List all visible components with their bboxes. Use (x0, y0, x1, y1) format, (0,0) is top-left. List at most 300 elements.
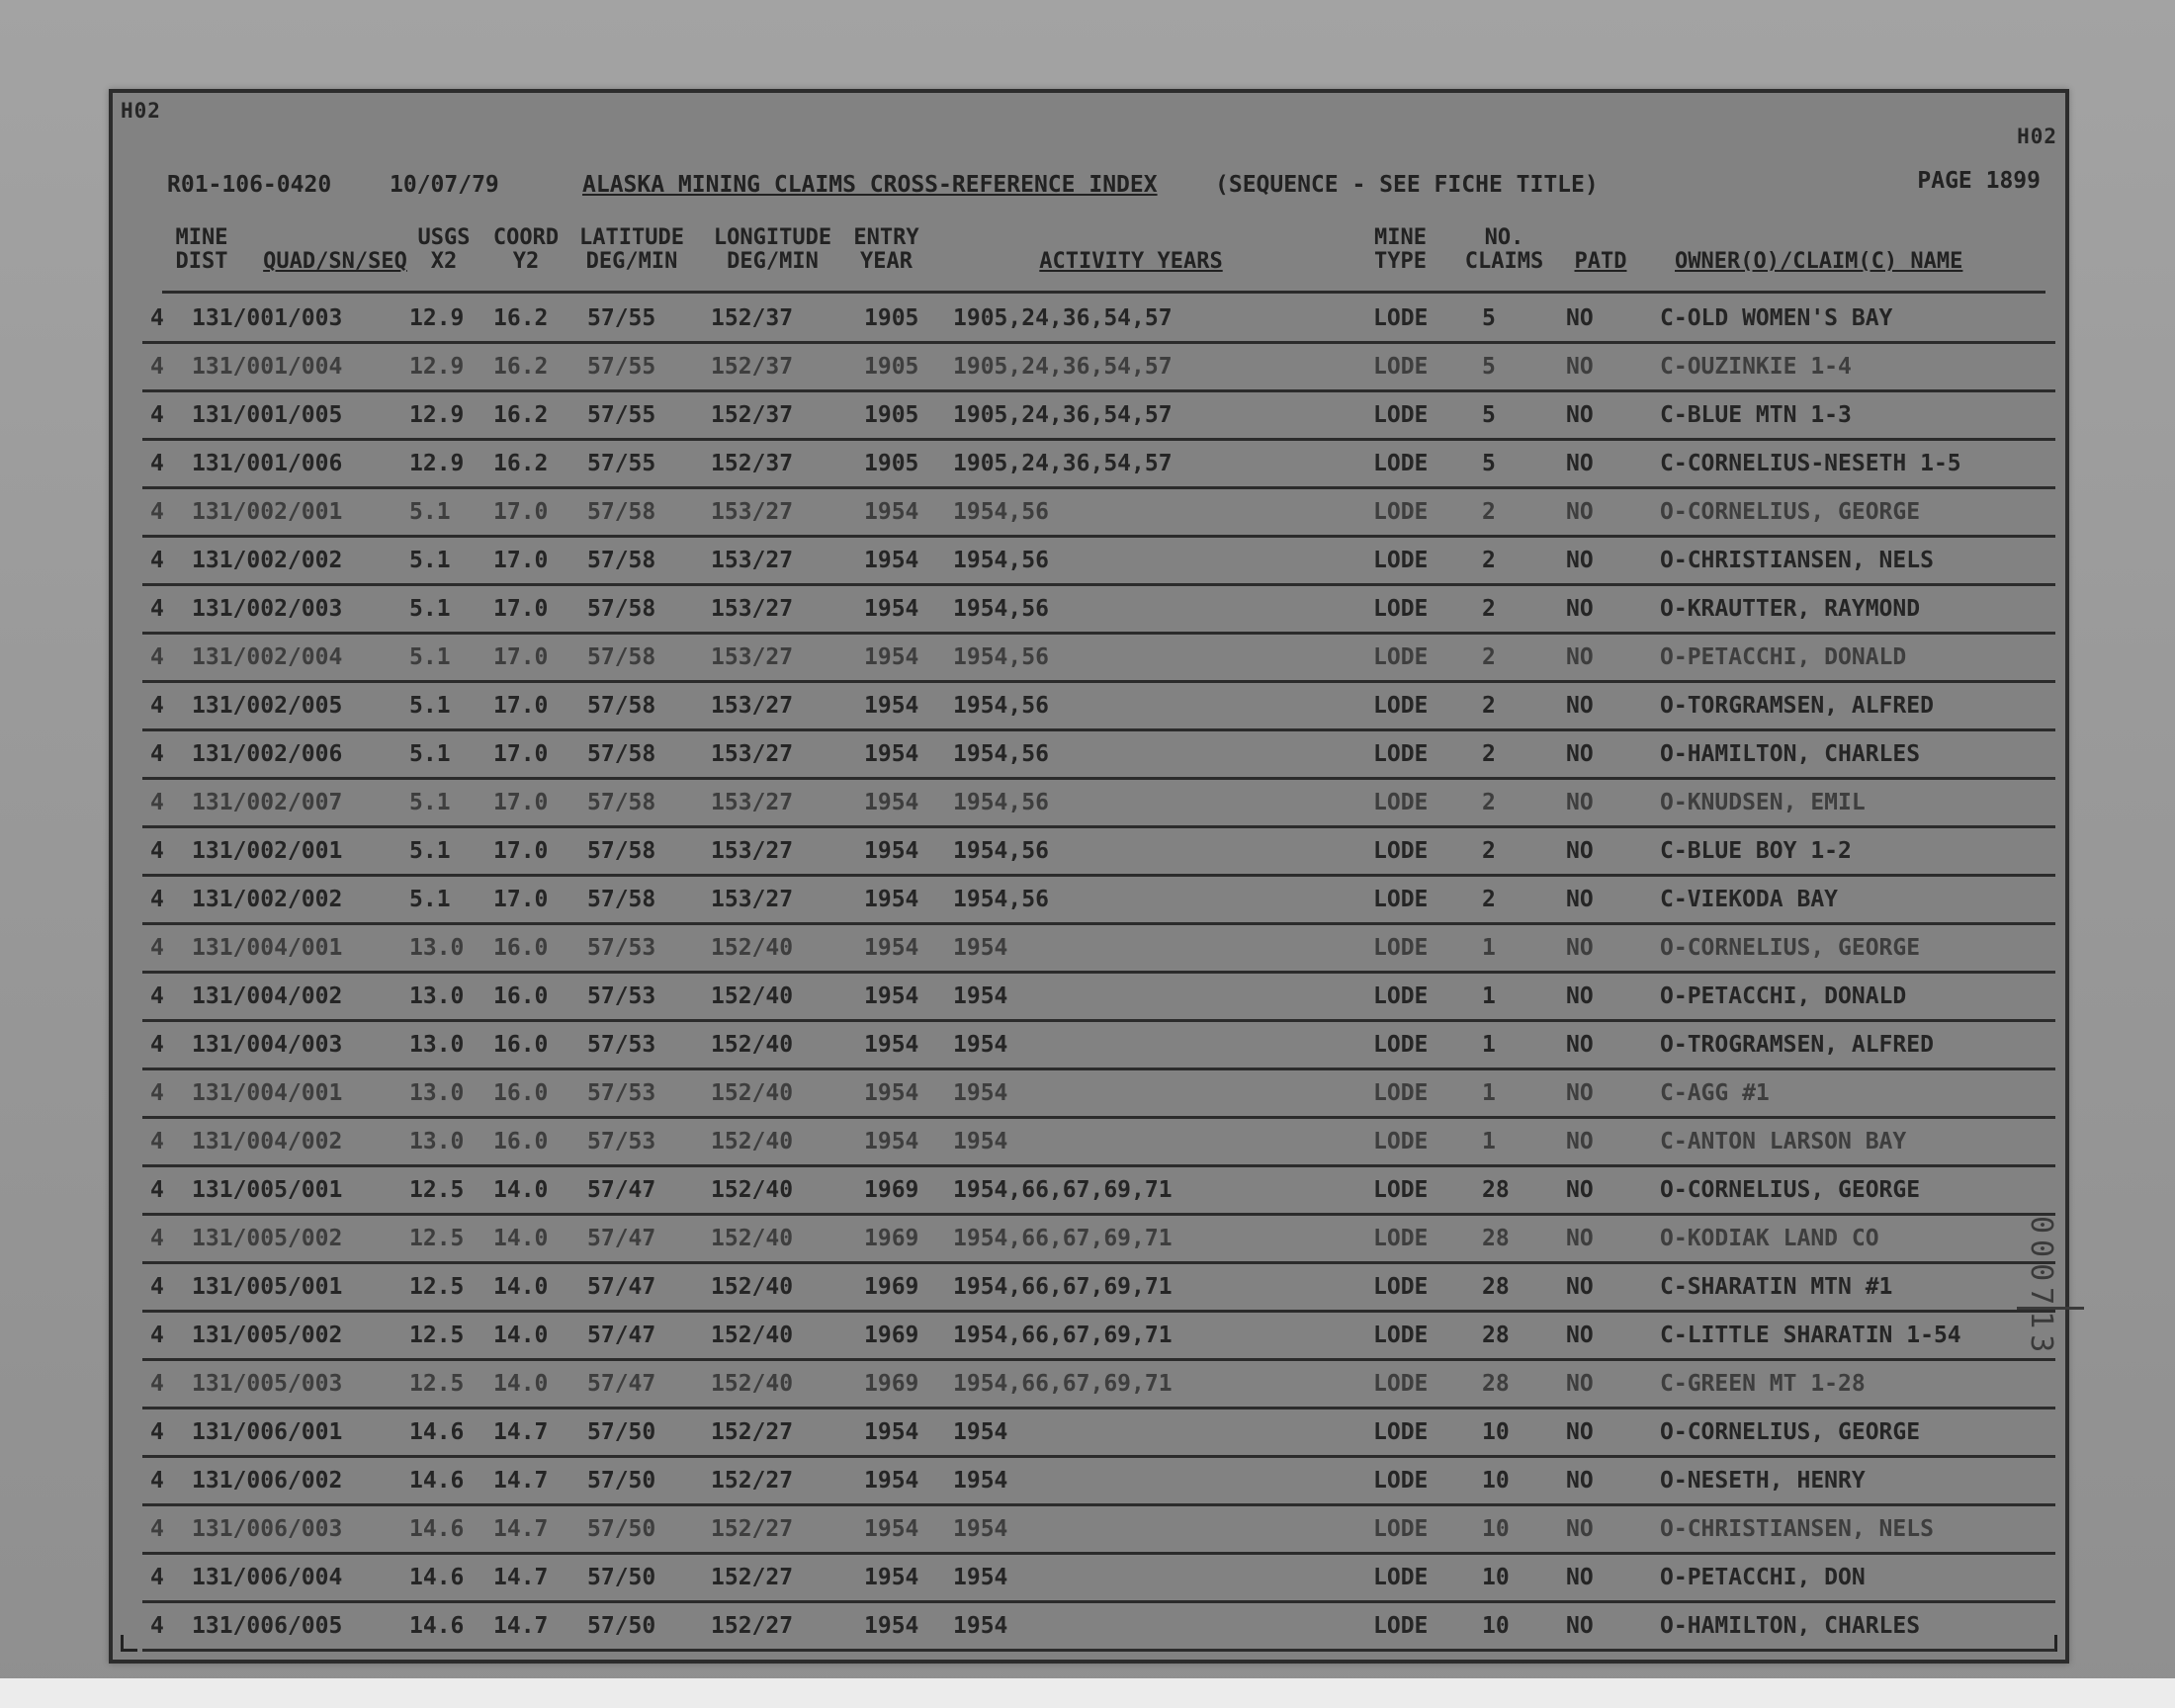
cell-longitude: 153/27 (711, 887, 794, 912)
cell-y2: 16.2 (493, 451, 549, 476)
cell-longitude: 152/40 (711, 1371, 794, 1397)
table-row (113, 344, 2065, 392)
table-row (113, 392, 2065, 441)
cell-patd: NO (1566, 548, 1594, 573)
cell-longitude: 152/40 (711, 1177, 794, 1203)
cell-entry-year: 1905 (864, 305, 919, 331)
cell-x2: 5.1 (409, 790, 451, 815)
cell-latitude: 57/50 (587, 1565, 656, 1590)
cell-quad: 131/005/001 (192, 1177, 343, 1203)
cell-patd: NO (1566, 1323, 1594, 1348)
cell-no-claims: 5 (1482, 402, 1496, 428)
cell-x2: 14.6 (409, 1516, 465, 1542)
cell-x2: 13.0 (409, 1080, 465, 1106)
cell-latitude: 57/58 (587, 548, 656, 573)
table-row (113, 731, 2065, 780)
cell-no-claims: 1 (1482, 1032, 1496, 1058)
cell-y2: 14.0 (493, 1226, 549, 1251)
cell-y2: 14.0 (493, 1323, 549, 1348)
cell-patd: NO (1566, 1468, 1594, 1494)
cell-patd: NO (1566, 1371, 1594, 1397)
side-stamp: 000713 (2024, 1216, 2058, 1359)
cell-x2: 5.1 (409, 838, 451, 864)
cell-latitude: 57/53 (587, 1080, 656, 1106)
cell-y2: 17.0 (493, 548, 549, 573)
cell-x2: 12.5 (409, 1274, 465, 1300)
cell-mine-type: LODE (1373, 693, 1429, 719)
cell-activity-years: 1954,66,67,69,71 (953, 1371, 1173, 1397)
col-latitude: LATITUDE DEG/MIN (579, 225, 684, 274)
cell-x2: 5.1 (409, 741, 451, 767)
cell-patd: NO (1566, 741, 1594, 767)
cell-latitude: 57/58 (587, 644, 656, 670)
cell-x2: 14.6 (409, 1419, 465, 1445)
cell-activity-years: 1954 (953, 1419, 1008, 1445)
cell-latitude: 57/58 (587, 596, 656, 622)
cell-patd: NO (1566, 1177, 1594, 1203)
cell-dist: 4 (150, 402, 164, 428)
cell-patd: NO (1566, 1516, 1594, 1542)
cell-mine-type: LODE (1373, 1129, 1429, 1154)
cell-no-claims: 10 (1482, 1419, 1510, 1445)
col-no-claims: NO. CLAIMS (1464, 225, 1544, 274)
table-row (113, 296, 2065, 344)
cell-activity-years: 1954,56 (953, 596, 1049, 622)
col-entry-year: ENTRY YEAR (853, 225, 919, 274)
cell-owner-claim: O-HAMILTON, CHARLES (1660, 741, 1921, 767)
cell-mine-type: LODE (1373, 1177, 1429, 1203)
cell-no-claims: 2 (1482, 741, 1496, 767)
cell-x2: 14.6 (409, 1613, 465, 1639)
fiche-sheet (109, 89, 2069, 1664)
cell-activity-years: 1954 (953, 1080, 1008, 1106)
cell-longitude: 152/40 (711, 935, 794, 961)
table-row (113, 828, 2065, 877)
cell-patd: NO (1566, 402, 1594, 428)
cell-quad: 131/002/003 (192, 596, 343, 622)
cell-entry-year: 1954 (864, 1613, 919, 1639)
table-row (113, 925, 2065, 974)
col-dist: MINE DIST (175, 225, 228, 274)
cell-entry-year: 1954 (864, 1565, 919, 1590)
cell-y2: 17.0 (493, 887, 549, 912)
cell-y2: 14.7 (493, 1613, 549, 1639)
cell-activity-years: 1954,66,67,69,71 (953, 1323, 1173, 1348)
cell-mine-type: LODE (1373, 305, 1429, 331)
cell-no-claims: 28 (1482, 1274, 1510, 1300)
cell-longitude: 153/27 (711, 741, 794, 767)
cell-owner-claim: C-GREEN MT 1-28 (1660, 1371, 1866, 1397)
cell-x2: 13.0 (409, 1129, 465, 1154)
cell-entry-year: 1969 (864, 1371, 919, 1397)
cell-x2: 12.5 (409, 1177, 465, 1203)
cell-y2: 14.0 (493, 1371, 549, 1397)
corner-label-right: H02 (2017, 125, 2057, 148)
table-row (113, 1022, 2065, 1070)
cell-quad: 131/001/003 (192, 305, 343, 331)
cell-no-claims: 1 (1482, 1080, 1496, 1106)
cell-entry-year: 1954 (864, 1419, 919, 1445)
cell-patd: NO (1566, 1080, 1594, 1106)
cell-activity-years: 1954 (953, 1129, 1008, 1154)
cell-no-claims: 28 (1482, 1323, 1510, 1348)
cell-y2: 14.7 (493, 1516, 549, 1542)
scan-bottom-margin (0, 1678, 2175, 1708)
cell-entry-year: 1954 (864, 499, 919, 525)
cell-quad: 131/002/006 (192, 741, 343, 767)
cell-entry-year: 1954 (864, 1080, 919, 1106)
cell-mine-type: LODE (1373, 983, 1429, 1009)
cell-patd: NO (1566, 1419, 1594, 1445)
cell-y2: 17.0 (493, 741, 549, 767)
cell-latitude: 57/58 (587, 838, 656, 864)
cell-quad: 131/002/002 (192, 887, 343, 912)
cell-no-claims: 5 (1482, 354, 1496, 380)
cell-latitude: 57/50 (587, 1516, 656, 1542)
cell-activity-years: 1954,66,67,69,71 (953, 1177, 1173, 1203)
cell-mine-type: LODE (1373, 887, 1429, 912)
cell-longitude: 153/27 (711, 790, 794, 815)
header-rule (162, 291, 2045, 294)
cell-mine-type: LODE (1373, 1516, 1429, 1542)
cell-latitude: 57/55 (587, 354, 656, 380)
cell-y2: 17.0 (493, 499, 549, 525)
cell-dist: 4 (150, 354, 164, 380)
cell-y2: 17.0 (493, 596, 549, 622)
table-row (113, 683, 2065, 731)
cell-owner-claim: O-TORGRAMSEN, ALFRED (1660, 693, 1934, 719)
cell-no-claims: 28 (1482, 1371, 1510, 1397)
cell-x2: 12.5 (409, 1226, 465, 1251)
cell-activity-years: 1954 (953, 1516, 1008, 1542)
cell-y2: 17.0 (493, 693, 549, 719)
cell-x2: 5.1 (409, 644, 451, 670)
cell-no-claims: 2 (1482, 887, 1496, 912)
cell-dist: 4 (150, 305, 164, 331)
cell-dist: 4 (150, 1323, 164, 1348)
cell-longitude: 153/27 (711, 548, 794, 573)
cell-quad: 131/006/002 (192, 1468, 343, 1494)
cell-owner-claim: O-CORNELIUS, GEORGE (1660, 1419, 1921, 1445)
cell-quad: 131/006/003 (192, 1516, 343, 1542)
cell-owner-claim: O-HAMILTON, CHARLES (1660, 1613, 1921, 1639)
cell-quad: 131/004/002 (192, 983, 343, 1009)
cell-mine-type: LODE (1373, 1323, 1429, 1348)
cell-no-claims: 2 (1482, 548, 1496, 573)
cell-mine-type: LODE (1373, 402, 1429, 428)
cell-longitude: 152/27 (711, 1468, 794, 1494)
cell-dist: 4 (150, 693, 164, 719)
cell-mine-type: LODE (1373, 1371, 1429, 1397)
col-mine-type: MINE TYPE (1374, 225, 1427, 274)
cell-quad: 131/004/002 (192, 1129, 343, 1154)
cell-patd: NO (1566, 499, 1594, 525)
table-row (113, 780, 2065, 828)
report-title: ALASKA MINING CLAIMS CROSS-REFERENCE INDEX (582, 172, 1158, 198)
cell-longitude: 152/40 (711, 1274, 794, 1300)
cell-latitude: 57/58 (587, 499, 656, 525)
cell-latitude: 57/53 (587, 1129, 656, 1154)
cell-patd: NO (1566, 1032, 1594, 1058)
cell-y2: 16.2 (493, 354, 549, 380)
cell-patd: NO (1566, 935, 1594, 961)
cell-y2: 16.0 (493, 1129, 549, 1154)
cell-latitude: 57/58 (587, 790, 656, 815)
cell-owner-claim: O-NESETH, HENRY (1660, 1468, 1866, 1494)
cell-owner-claim: O-KRAUTTER, RAYMOND (1660, 596, 1921, 622)
table-row (113, 1070, 2065, 1119)
cell-x2: 12.9 (409, 354, 465, 380)
cell-entry-year: 1954 (864, 548, 919, 573)
cell-x2: 13.0 (409, 983, 465, 1009)
cell-y2: 16.0 (493, 935, 549, 961)
cell-quad: 131/001/005 (192, 402, 343, 428)
cell-x2: 5.1 (409, 887, 451, 912)
cell-latitude: 57/47 (587, 1274, 656, 1300)
cell-y2: 16.2 (493, 402, 549, 428)
cell-dist: 4 (150, 741, 164, 767)
cell-quad: 131/002/007 (192, 790, 343, 815)
cell-y2: 16.2 (493, 305, 549, 331)
cell-x2: 13.0 (409, 935, 465, 961)
cell-quad: 131/006/005 (192, 1613, 343, 1639)
cell-quad: 131/002/001 (192, 499, 343, 525)
cell-x2: 14.6 (409, 1468, 465, 1494)
cell-patd: NO (1566, 644, 1594, 670)
cell-longitude: 152/40 (711, 1032, 794, 1058)
cell-owner-claim: C-OUZINKIE 1-4 (1660, 354, 1852, 380)
cell-quad: 131/005/002 (192, 1226, 343, 1251)
cell-no-claims: 2 (1482, 644, 1496, 670)
cell-longitude: 153/27 (711, 838, 794, 864)
cell-x2: 14.6 (409, 1565, 465, 1590)
column-headers (113, 226, 2065, 296)
cell-dist: 4 (150, 1129, 164, 1154)
cell-patd: NO (1566, 1565, 1594, 1590)
cell-x2: 12.9 (409, 305, 465, 331)
table-row (113, 489, 2065, 538)
cell-owner-claim: O-CHRISTIANSEN, NELS (1660, 548, 1934, 573)
col-patd: PATD (1574, 249, 1627, 274)
cell-y2: 14.7 (493, 1565, 549, 1590)
cell-y2: 16.0 (493, 1080, 549, 1106)
cell-dist: 4 (150, 644, 164, 670)
cell-mine-type: LODE (1373, 1032, 1429, 1058)
cell-y2: 14.0 (493, 1274, 549, 1300)
table-row (113, 586, 2065, 635)
cell-entry-year: 1954 (864, 596, 919, 622)
cell-x2: 5.1 (409, 499, 451, 525)
cell-activity-years: 1905,24,36,54,57 (953, 354, 1173, 380)
cell-y2: 17.0 (493, 644, 549, 670)
table-row (113, 441, 2065, 489)
table-row (113, 974, 2065, 1022)
table-row (113, 1603, 2065, 1652)
cell-y2: 17.0 (493, 838, 549, 864)
cell-quad: 131/004/001 (192, 1080, 343, 1106)
cell-longitude: 152/37 (711, 451, 794, 476)
col-y2: COORD Y2 (492, 225, 560, 274)
cell-y2: 14.0 (493, 1177, 549, 1203)
cell-patd: NO (1566, 1613, 1594, 1639)
report-id: R01-106-0420 (167, 172, 332, 198)
cell-mine-type: LODE (1373, 548, 1429, 573)
cell-patd: NO (1566, 354, 1594, 380)
report-header (167, 172, 2026, 212)
cell-longitude: 152/40 (711, 983, 794, 1009)
cell-latitude: 57/50 (587, 1613, 656, 1639)
cell-owner-claim: O-TROGRAMSEN, ALFRED (1660, 1032, 1934, 1058)
cell-mine-type: LODE (1373, 1274, 1429, 1300)
cell-dist: 4 (150, 790, 164, 815)
cell-activity-years: 1954 (953, 983, 1008, 1009)
cell-dist: 4 (150, 499, 164, 525)
cell-quad: 131/002/001 (192, 838, 343, 864)
cell-latitude: 57/47 (587, 1226, 656, 1251)
cell-quad: 131/004/003 (192, 1032, 343, 1058)
table-row (113, 538, 2065, 586)
cell-no-claims: 5 (1482, 451, 1496, 476)
cell-dist: 4 (150, 1274, 164, 1300)
cell-mine-type: LODE (1373, 1419, 1429, 1445)
cell-dist: 4 (150, 1177, 164, 1203)
cell-dist: 4 (150, 1419, 164, 1445)
table-row (113, 1506, 2065, 1555)
cell-activity-years: 1954,56 (953, 838, 1049, 864)
cell-mine-type: LODE (1373, 935, 1429, 961)
cell-latitude: 57/53 (587, 983, 656, 1009)
cell-patd: NO (1566, 983, 1594, 1009)
cell-no-claims: 2 (1482, 499, 1496, 525)
cell-latitude: 57/55 (587, 402, 656, 428)
col-activity-years: ACTIVITY YEARS (1039, 249, 1223, 274)
table-row (113, 635, 2065, 683)
cell-latitude: 57/55 (587, 305, 656, 331)
cell-longitude: 152/40 (711, 1226, 794, 1251)
cell-mine-type: LODE (1373, 1226, 1429, 1251)
cell-owner-claim: C-BLUE BOY 1-2 (1660, 838, 1852, 864)
cell-x2: 12.5 (409, 1323, 465, 1348)
cell-no-claims: 5 (1482, 305, 1496, 331)
cell-longitude: 152/40 (711, 1129, 794, 1154)
cell-dist: 4 (150, 548, 164, 573)
table-row (113, 1361, 2065, 1409)
cell-entry-year: 1954 (864, 741, 919, 767)
cell-latitude: 57/47 (587, 1371, 656, 1397)
cell-mine-type: LODE (1373, 1080, 1429, 1106)
cell-longitude: 153/27 (711, 644, 794, 670)
cell-patd: NO (1566, 887, 1594, 912)
table-row (113, 1313, 2065, 1361)
cell-longitude: 153/27 (711, 499, 794, 525)
cell-owner-claim: C-SHARATIN MTN #1 (1660, 1274, 1893, 1300)
cell-activity-years: 1954,56 (953, 790, 1049, 815)
cell-activity-years: 1954,56 (953, 499, 1049, 525)
col-longitude: LONGITUDE DEG/MIN (713, 225, 832, 274)
cell-owner-claim: C-AGG #1 (1660, 1080, 1770, 1106)
cell-dist: 4 (150, 838, 164, 864)
cell-longitude: 152/37 (711, 354, 794, 380)
cell-activity-years: 1905,24,36,54,57 (953, 402, 1173, 428)
sequence-note: (SEQUENCE - SEE FICHE TITLE) (1215, 172, 1599, 198)
report-date: 10/07/79 (390, 172, 499, 198)
cell-owner-claim: O-PETACCHI, DONALD (1660, 644, 1907, 670)
cell-longitude: 153/27 (711, 596, 794, 622)
cell-longitude: 152/27 (711, 1419, 794, 1445)
col-owner-claim: OWNER(O)/CLAIM(C) NAME (1675, 249, 1963, 274)
cell-latitude: 57/58 (587, 693, 656, 719)
cell-entry-year: 1954 (864, 935, 919, 961)
cell-owner-claim: O-CORNELIUS, GEORGE (1660, 499, 1921, 525)
cell-activity-years: 1905,24,36,54,57 (953, 305, 1173, 331)
col-quad: QUAD/SN/SEQ (263, 249, 407, 274)
cell-y2: 16.0 (493, 983, 549, 1009)
cell-mine-type: LODE (1373, 790, 1429, 815)
cell-latitude: 57/58 (587, 741, 656, 767)
cell-dist: 4 (150, 1080, 164, 1106)
corner-label-left: H02 (121, 99, 161, 123)
cell-no-claims: 2 (1482, 838, 1496, 864)
cell-owner-claim: O-CHRISTIANSEN, NELS (1660, 1516, 1934, 1542)
cell-entry-year: 1954 (864, 838, 919, 864)
cell-no-claims: 1 (1482, 935, 1496, 961)
cell-no-claims: 28 (1482, 1177, 1510, 1203)
cell-longitude: 152/40 (711, 1323, 794, 1348)
cell-no-claims: 10 (1482, 1516, 1510, 1542)
cell-dist: 4 (150, 983, 164, 1009)
cell-longitude: 152/37 (711, 402, 794, 428)
cell-no-claims: 1 (1482, 983, 1496, 1009)
cell-latitude: 57/47 (587, 1177, 656, 1203)
cell-entry-year: 1905 (864, 402, 919, 428)
cell-dist: 4 (150, 451, 164, 476)
cell-mine-type: LODE (1373, 354, 1429, 380)
cell-dist: 4 (150, 596, 164, 622)
cell-entry-year: 1969 (864, 1226, 919, 1251)
table-row (113, 877, 2065, 925)
cell-dist: 4 (150, 1226, 164, 1251)
cell-quad: 131/002/004 (192, 644, 343, 670)
cell-longitude: 152/27 (711, 1516, 794, 1542)
cell-entry-year: 1905 (864, 354, 919, 380)
cell-quad: 131/004/001 (192, 935, 343, 961)
cell-entry-year: 1969 (864, 1323, 919, 1348)
cell-entry-year: 1969 (864, 1177, 919, 1203)
cell-patd: NO (1566, 1129, 1594, 1154)
cell-x2: 5.1 (409, 596, 451, 622)
cell-mine-type: LODE (1373, 1613, 1429, 1639)
table-row (113, 1216, 2065, 1264)
page-number: PAGE 1899 (1917, 168, 2041, 194)
cell-activity-years: 1954,56 (953, 548, 1049, 573)
cell-dist: 4 (150, 1371, 164, 1397)
cell-x2: 12.9 (409, 451, 465, 476)
cell-activity-years: 1954,56 (953, 644, 1049, 670)
cell-patd: NO (1566, 305, 1594, 331)
col-x2: USGS X2 (417, 225, 471, 274)
cell-activity-years: 1954,66,67,69,71 (953, 1274, 1173, 1300)
cell-entry-year: 1954 (864, 1032, 919, 1058)
cell-quad: 131/005/002 (192, 1323, 343, 1348)
cell-owner-claim: O-CORNELIUS, GEORGE (1660, 1177, 1921, 1203)
cell-quad: 131/005/001 (192, 1274, 343, 1300)
cell-entry-year: 1954 (864, 790, 919, 815)
cell-x2: 12.5 (409, 1371, 465, 1397)
cell-no-claims: 28 (1482, 1226, 1510, 1251)
cell-longitude: 153/27 (711, 693, 794, 719)
cell-owner-claim: O-KODIAK LAND CO (1660, 1226, 1879, 1251)
cell-entry-year: 1905 (864, 451, 919, 476)
